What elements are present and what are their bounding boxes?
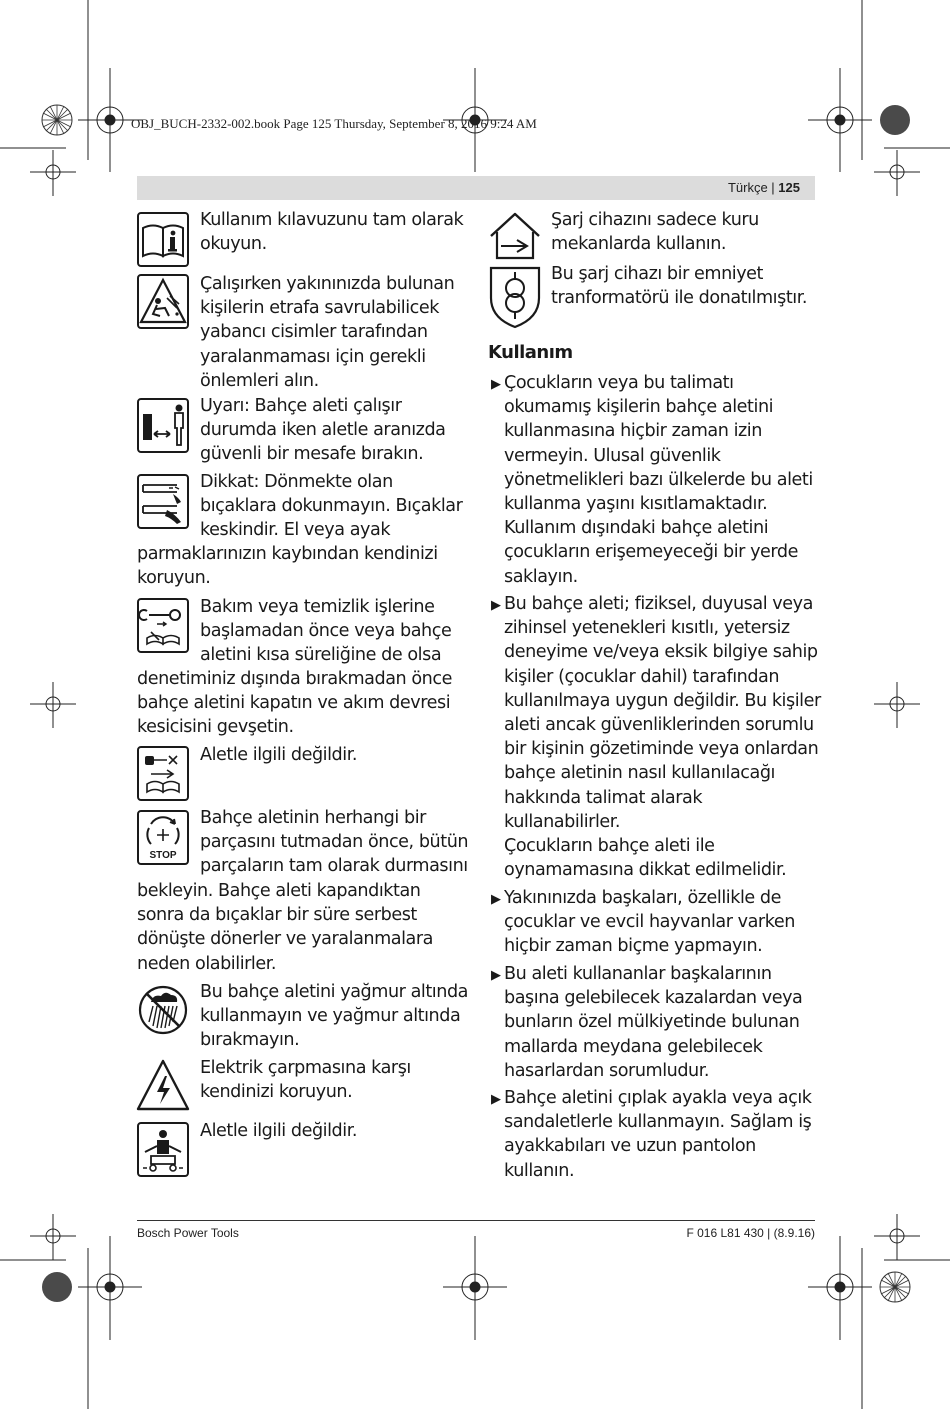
bullet-marker: ▶: [491, 968, 501, 983]
text-line: hakkında talimat alarak: [504, 787, 703, 808]
electric-shock-icon: [136, 1058, 190, 1112]
text-line: kullanılmaya uygun değildir. Bu kişiler: [504, 690, 821, 711]
text-line: Çalışırken yakınınızda bulunan: [200, 274, 455, 294]
text-line: Bu bahçe aleti; fiziksel, duyusal veya: [504, 594, 813, 614]
text-line: kişiler (çocuklar dahil) tarafından: [504, 666, 780, 687]
bullet-text-1: [504, 371, 813, 589]
text-line: çocuklar ve evcil hayvanlar varken: [504, 912, 795, 933]
bullet-marker: ▶: [491, 892, 501, 907]
text-line: Bakım veya temizlik işlerine: [200, 597, 435, 617]
left-text-4b: [137, 542, 438, 590]
text-line: bahçe aletinin nasıl kullanılacağı: [504, 763, 775, 784]
text-line: kullanın.: [504, 1160, 575, 1181]
text-line: aleti ancak güvenliklerinden sorumlu: [504, 715, 814, 736]
text-line: Kullanım kılavuzunu tam olarak: [200, 210, 464, 230]
text-line: hasarlardan sorumludur.: [504, 1060, 710, 1081]
text-line: aletini kısa süreliğine de olsa: [200, 645, 442, 666]
text-line: Uyarı: Bahçe aleti çalışır: [200, 396, 402, 416]
text-line: oynamamasına dikkat edilmelidir.: [504, 860, 787, 881]
text-line: durumda iken aletle aranızda: [200, 420, 446, 441]
text-line: neden olabilirler.: [137, 953, 277, 974]
text-line: bıçaklara dokunmayın. Bıçaklar: [200, 496, 463, 517]
thrown-objects-warning-icon: [137, 274, 189, 329]
text-line: Bahçe aletinin herhangi bir: [200, 808, 426, 828]
text-line: Şarj cihazını sadece kuru: [551, 210, 759, 230]
left-text-4a: [200, 470, 462, 543]
text-line: Bu aleti kullananlar başkalarının: [504, 964, 772, 984]
print-slug: OBJ_BUCH-2332-002.book Page 125 Thursday, September 8, 2016 9:24 AM: [131, 116, 537, 131]
bullet-marker: ▶: [491, 377, 501, 392]
text-line: Yakınınızda başkaları, özellikle de: [504, 888, 782, 908]
text-line: kullanmayın ve yağmur altında: [200, 1006, 461, 1027]
header-language: Türkçe: [727, 180, 768, 195]
text-line: bir kişinin gözetiminde veya onlardan: [504, 739, 819, 760]
text-line: parçasını tutmadan önce, bütün: [200, 832, 469, 853]
safety-transformer-icon: [487, 264, 543, 330]
footer-left: Bosch Power Tools: [137, 1226, 239, 1240]
text-line: kendinizi koruyun.: [200, 1082, 353, 1103]
left-text-2: [200, 272, 454, 393]
text-line: vermeyin. Ulusal güvenlik: [504, 445, 721, 466]
text-line: Aletle ilgili değildir.: [200, 745, 358, 765]
text-line: bahçe aletini kapatın ve akım devresi: [137, 693, 451, 714]
text-line: okuyun.: [200, 234, 267, 255]
rotating-blades-icon: [137, 474, 189, 529]
text-line: mallarda meydana gelebilecek: [504, 1036, 763, 1057]
text-line: yönetmelikleri bazı ülkelerde bu aleti: [504, 469, 813, 490]
text-line: kullanabilirler.: [504, 811, 621, 832]
page-header: Türkçe | 125: [727, 180, 800, 195]
footer-right: F 016 L81 430 | (8.9.16): [686, 1226, 815, 1240]
right-text-2: [551, 262, 807, 310]
left-text-5b: [137, 667, 452, 740]
left-text-9: [200, 1056, 411, 1104]
left-text-7a: [200, 806, 468, 879]
text-line: çocukların erişemeyeceği bir yerde: [504, 542, 798, 563]
text-line: güvenli bir mesafe bırakın.: [200, 444, 424, 465]
text-line: sandaletlerle kullanmayın. Sağlam iş: [504, 1112, 812, 1133]
text-line: koruyun.: [137, 568, 211, 589]
bullet-marker: ▶: [491, 598, 501, 613]
text-line: parçaların tam olarak durmasını: [200, 856, 468, 877]
text-line: Bu bahçe aletini yağmur altında: [200, 982, 468, 1002]
maintenance-key-manual-icon: [137, 598, 189, 653]
text-line: sonra da bıçaklar bir süre serbest: [137, 905, 417, 926]
text-line: Elektrik çarpmasına karşı: [200, 1058, 411, 1078]
text-line: Kullanım dışındaki bahçe aletini: [504, 518, 769, 539]
text-line: başlamadan önce veya bahçe: [200, 621, 452, 642]
manual-info-icon: [137, 212, 189, 267]
text-line: Çocukların veya bu talimatı: [504, 373, 734, 393]
cable-manual-icon: [137, 746, 189, 801]
left-text-7b: [137, 879, 433, 976]
text-line: okumamış kişilerin bahçe aletini: [504, 397, 774, 418]
left-text-10: [200, 1119, 357, 1143]
text-line: Dikkat: Dönmekte olan: [200, 472, 393, 492]
bullet-text-2: [504, 592, 821, 882]
text-line: parmaklarınızın kaybından kendinizi: [137, 544, 438, 564]
text-line: bekleyin. Bahçe aleti kapandıktan: [137, 881, 421, 901]
text-line: denetiminiz dışında bırakmadan önce: [137, 669, 452, 689]
text-line: dönüşte dönerler ve yaralanmalara: [137, 929, 434, 950]
text-line: Bahçe aletini çıplak ayakla veya açık: [504, 1088, 812, 1108]
bullet-marker: ▶: [491, 1092, 501, 1107]
bullet-text-5: [504, 1086, 812, 1183]
text-line: hiçbir zaman biçme yapmayın.: [504, 936, 763, 957]
text-line: tranformatörü ile donatılmıştır.: [551, 288, 808, 309]
bullet-text-4: [504, 962, 802, 1083]
stop-label: STOP: [149, 850, 177, 861]
operator-position-icon: [137, 1122, 189, 1177]
text-line: bunların özel mülkiyetinde bulunan: [504, 1012, 800, 1033]
page-number: 125: [778, 180, 800, 195]
safe-distance-icon: [137, 398, 189, 453]
left-text-1: [200, 208, 463, 256]
text-line: yabancı cisimler tarafından: [200, 322, 428, 343]
left-text-6: [200, 743, 357, 767]
stop-rotation-icon: [137, 810, 189, 865]
bullet-text-3: [504, 886, 795, 959]
text-line: yaralanmaması için gerekli: [200, 346, 426, 367]
left-text-3: [200, 394, 446, 467]
text-line: kişilerin etrafa savrulabilicek: [200, 298, 439, 319]
text-line: mekanlarda kullanın.: [551, 234, 727, 255]
header-bar: [137, 176, 815, 200]
text-line: bırakmayın.: [200, 1030, 300, 1051]
section-heading: Kullanım: [488, 342, 573, 363]
text-line: ayakkabıları ve uzun pantolon: [504, 1136, 756, 1157]
text-line: kullanma yaşını kısıtlamaktadır.: [504, 494, 768, 515]
text-line: Çocukların bahçe aleti ile: [504, 836, 715, 857]
text-line: Bu şarj cihazı bir emniyet: [551, 264, 764, 284]
text-line: keskindir. El veya ayak: [200, 520, 391, 541]
text-line: Aletle ilgili değildir.: [200, 1121, 358, 1141]
text-line: saklayın.: [504, 566, 578, 587]
footer-rule: [137, 1220, 815, 1221]
left-text-8: [200, 980, 468, 1053]
text-line: kullanmasına hiçbir zaman izin: [504, 421, 762, 442]
text-line: deneyime ve/veya eksik bilgiye sahip: [504, 642, 818, 663]
text-line: başına gelebilecek kazalardan veya: [504, 988, 803, 1009]
right-text-1: [551, 208, 759, 256]
text-line: zihinsel yetenekleri kısıtlı, yetersiz: [504, 618, 790, 639]
left-text-5a: [200, 595, 451, 668]
text-line: önlemleri alın.: [200, 370, 319, 391]
no-rain-icon: [137, 984, 189, 1036]
indoor-use-house-icon: [487, 210, 543, 262]
text-line: kesicisini gevşetin.: [137, 717, 294, 738]
